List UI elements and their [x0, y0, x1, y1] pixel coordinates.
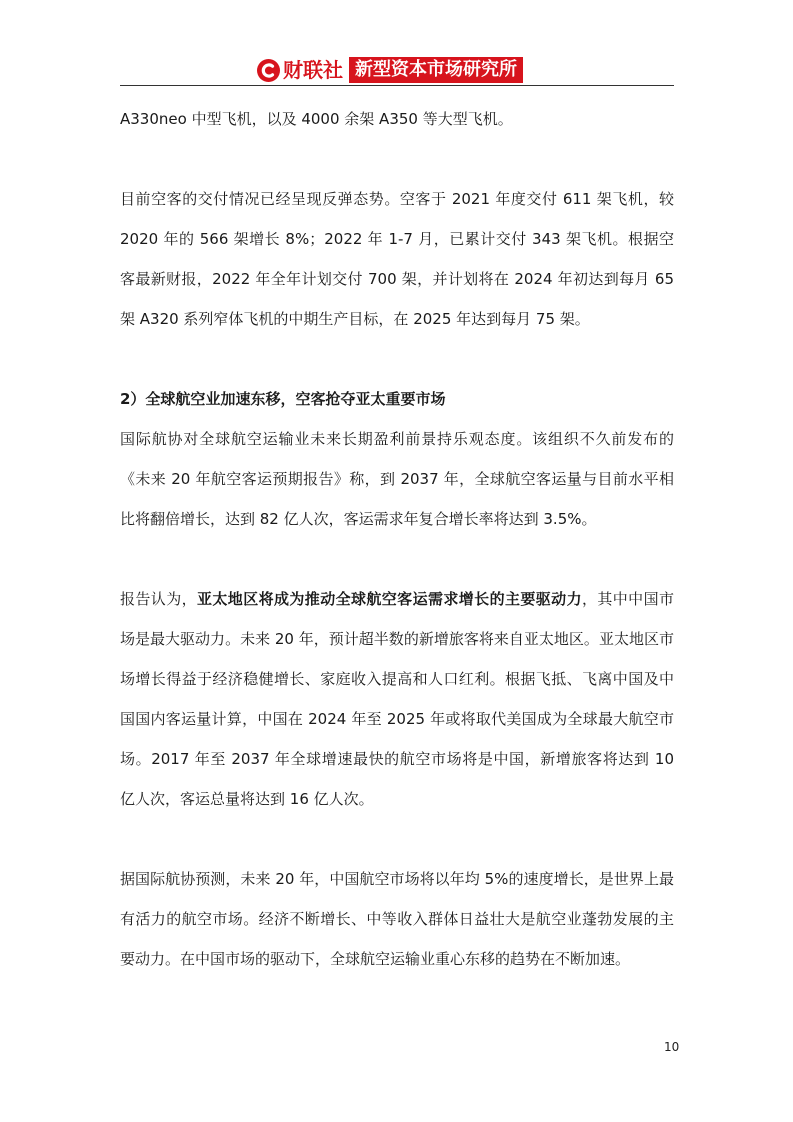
- paragraph-2: 目前空客的交付情况已经呈现反弹态势。空客于 2021 年度交付 611 架飞机，较 2020 年的 566 架增长 8%；2022 年 1-7 月，已累计交付 343 架飞机。根据空客最新财报，2022 年全年计划交付 700 架，并计划将在 2024 年初达到每月 65 架 A320 系列窄体飞机的中期生产目标，在 2025 年达到每月 75 架。: [120, 190, 674, 328]
- document-body: [120, 99, 674, 979]
- paragraph-3: 国际航协对全球航空运输业未来长期盈利前景持乐观态度。该组织不久前发布的《未来 20 年航空客运预期报告》称，到 2037 年，全球航空客运量与目前水平相比将翻倍增长，达到 82 亿人次，客运需求年复合增长率将达到 3.5%。: [120, 430, 674, 528]
- paragraph-4-prefix: 报告认为，: [120, 590, 197, 608]
- logo-name: 财联社: [283, 58, 343, 82]
- page-header: [0, 48, 793, 88]
- paragraph-4: [120, 579, 674, 819]
- page-number: 10: [664, 1040, 680, 1054]
- paragraph-4-rest: ，其中中国市场是最大驱动力。未来 20 年，预计超半数的新增旅客将来自亚太地区。亚太地区市场增长得益于经济稳健增长、家庭收入提高和人口红利。根据飞抵、飞离中国及中国国内客运量计算，中国在 2024 年至 2025 年或将取代美国成为全球最大航空市场。2017 年至 2037 年全球增速最快的航空市场将是中国，新增旅客将达到 10 亿人次，客运总量将达到 16 亿人次。: [120, 590, 674, 808]
- paragraph-1: A330neo 中型飞机，以及 4000 余架 A350 等大型飞机。: [120, 110, 513, 128]
- logo-subtitle: 新型资本市场研究所: [349, 57, 523, 83]
- paragraph-4-emphasis: 亚太地区将成为推动全球航空客运需求增长的主要驱动力: [197, 590, 582, 608]
- paragraph-5: 据国际航协预测，未来 20 年，中国航空市场将以年均 5%的速度增长，是世界上最有活力的航空市场。经济不断增长、中等收入群体日益壮大是航空业蓬勃发展的主要动力。在中国市场的驱动下，全球航空运输业重心东移的趋势在不断加速。: [120, 870, 674, 968]
- header-divider: [120, 85, 674, 86]
- section-heading: 2）全球航空业加速东移，空客抢夺亚太重要市场: [120, 390, 446, 408]
- publisher-logo: [257, 56, 523, 84]
- c-logo-icon: [257, 59, 280, 82]
